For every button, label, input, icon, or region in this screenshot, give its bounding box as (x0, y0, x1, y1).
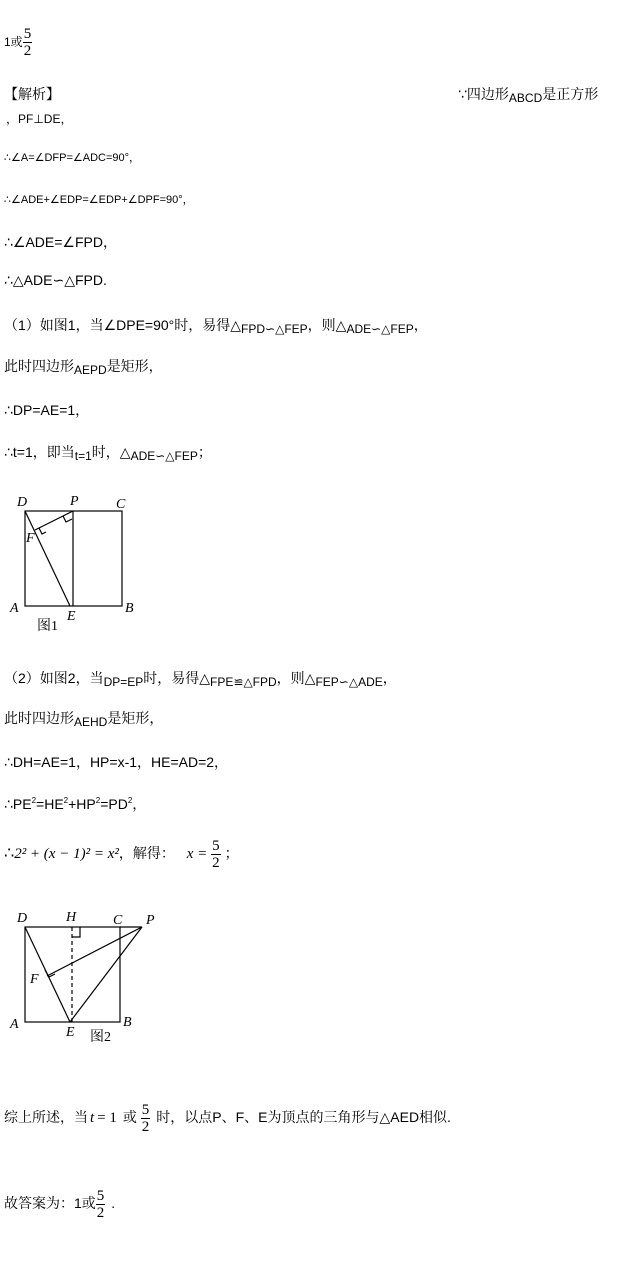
answer-fraction: $\frac{5}{2}$ (23, 26, 32, 59)
fig1-label-c: C (116, 497, 126, 512)
fig1-caption: 图1 (37, 619, 58, 634)
answer-line (4, 26, 32, 59)
case2-pythagoras: $\therefore PE^2=HE^2+HP^2=PD^2$， (4, 796, 147, 812)
fig2-label-b: B (123, 1015, 132, 1030)
angle-line-2: ∴∠ADE+∠EDP=∠EDP+∠DPF=90°， (4, 194, 194, 206)
square-premise: ∵四边形ABCD是正方形 (458, 86, 599, 105)
case1-rectangle: 此时四边形AEPD是矩形， (4, 358, 163, 377)
figure-2 (0, 904, 175, 1049)
case2-intro: （2）如图2，当DP=EP时，易得△FPE≌△FPD，则△FEP∽△ADE， (4, 670, 397, 689)
fig1-label-a: A (10, 601, 19, 616)
final-fraction: $\frac{5}{2}$ (96, 1188, 105, 1221)
case1-dp-eq: ∴DP=AE=1， (4, 402, 90, 418)
summary-fraction: $\frac{5}{2}$ (141, 1102, 150, 1135)
case2-rectangle: 此时四边形AEHD是矩形， (4, 710, 164, 729)
angle-line-3: ∴∠ADE=∠FPD， (4, 234, 117, 250)
fig1-label-d: D (17, 495, 28, 510)
case2-equation: ∴2² + (x − 1)² = x²，解得： x = $\frac{5}{2}$ ； (4, 838, 239, 871)
angle-line-1: ∴∠A=∠DFP=∠ADC=90°， (4, 152, 141, 164)
case1-intro: （1）如图1，当∠DPE=90°时，易得△FPD∽△FEP，则△ADE∽△FEP， (4, 317, 428, 336)
fig2-caption: 图2 (90, 1030, 111, 1045)
fig2-label-c: C (113, 913, 123, 928)
fig2-label-d: D (17, 911, 28, 926)
fig1-label-p: P (70, 494, 79, 509)
case2-x-fraction: $\frac{5}{2}$ (212, 838, 220, 871)
fig1-label-b: B (125, 601, 134, 616)
fig2-label-f: F (30, 972, 39, 987)
analysis-tag: 【解析】 (4, 86, 60, 102)
fig2-label-p: P (146, 913, 155, 928)
final-answer: 故答案为：1或 $\frac{5}{2}$ . (4, 1188, 116, 1221)
fig1-label-e: E (67, 609, 76, 624)
case2-segments: ∴DH=AE=1，HP=x-1，HE=AD=2， (4, 754, 229, 770)
fig2-label-e: E (66, 1025, 75, 1040)
figure-1 (0, 488, 160, 638)
similarity-line: ∴△ADE∽△FPD. (4, 272, 107, 288)
fig2-label-h: H (66, 910, 77, 925)
summary-line: 综上所述，当 t = 1 或 $\frac{5}{2}$ 时，以点P、F、E为顶点的三角形与△AED相似. (4, 1102, 451, 1135)
fig2-label-a: A (10, 1017, 19, 1032)
fig1-label-f: F (26, 531, 35, 546)
pf-perp-de: ，PF⊥DE， (6, 112, 73, 126)
answer-prefix: 1或 (4, 35, 23, 50)
case1-t-value: ∴t=1，即当t=1时，△ADE∽△FEP； (4, 444, 212, 463)
